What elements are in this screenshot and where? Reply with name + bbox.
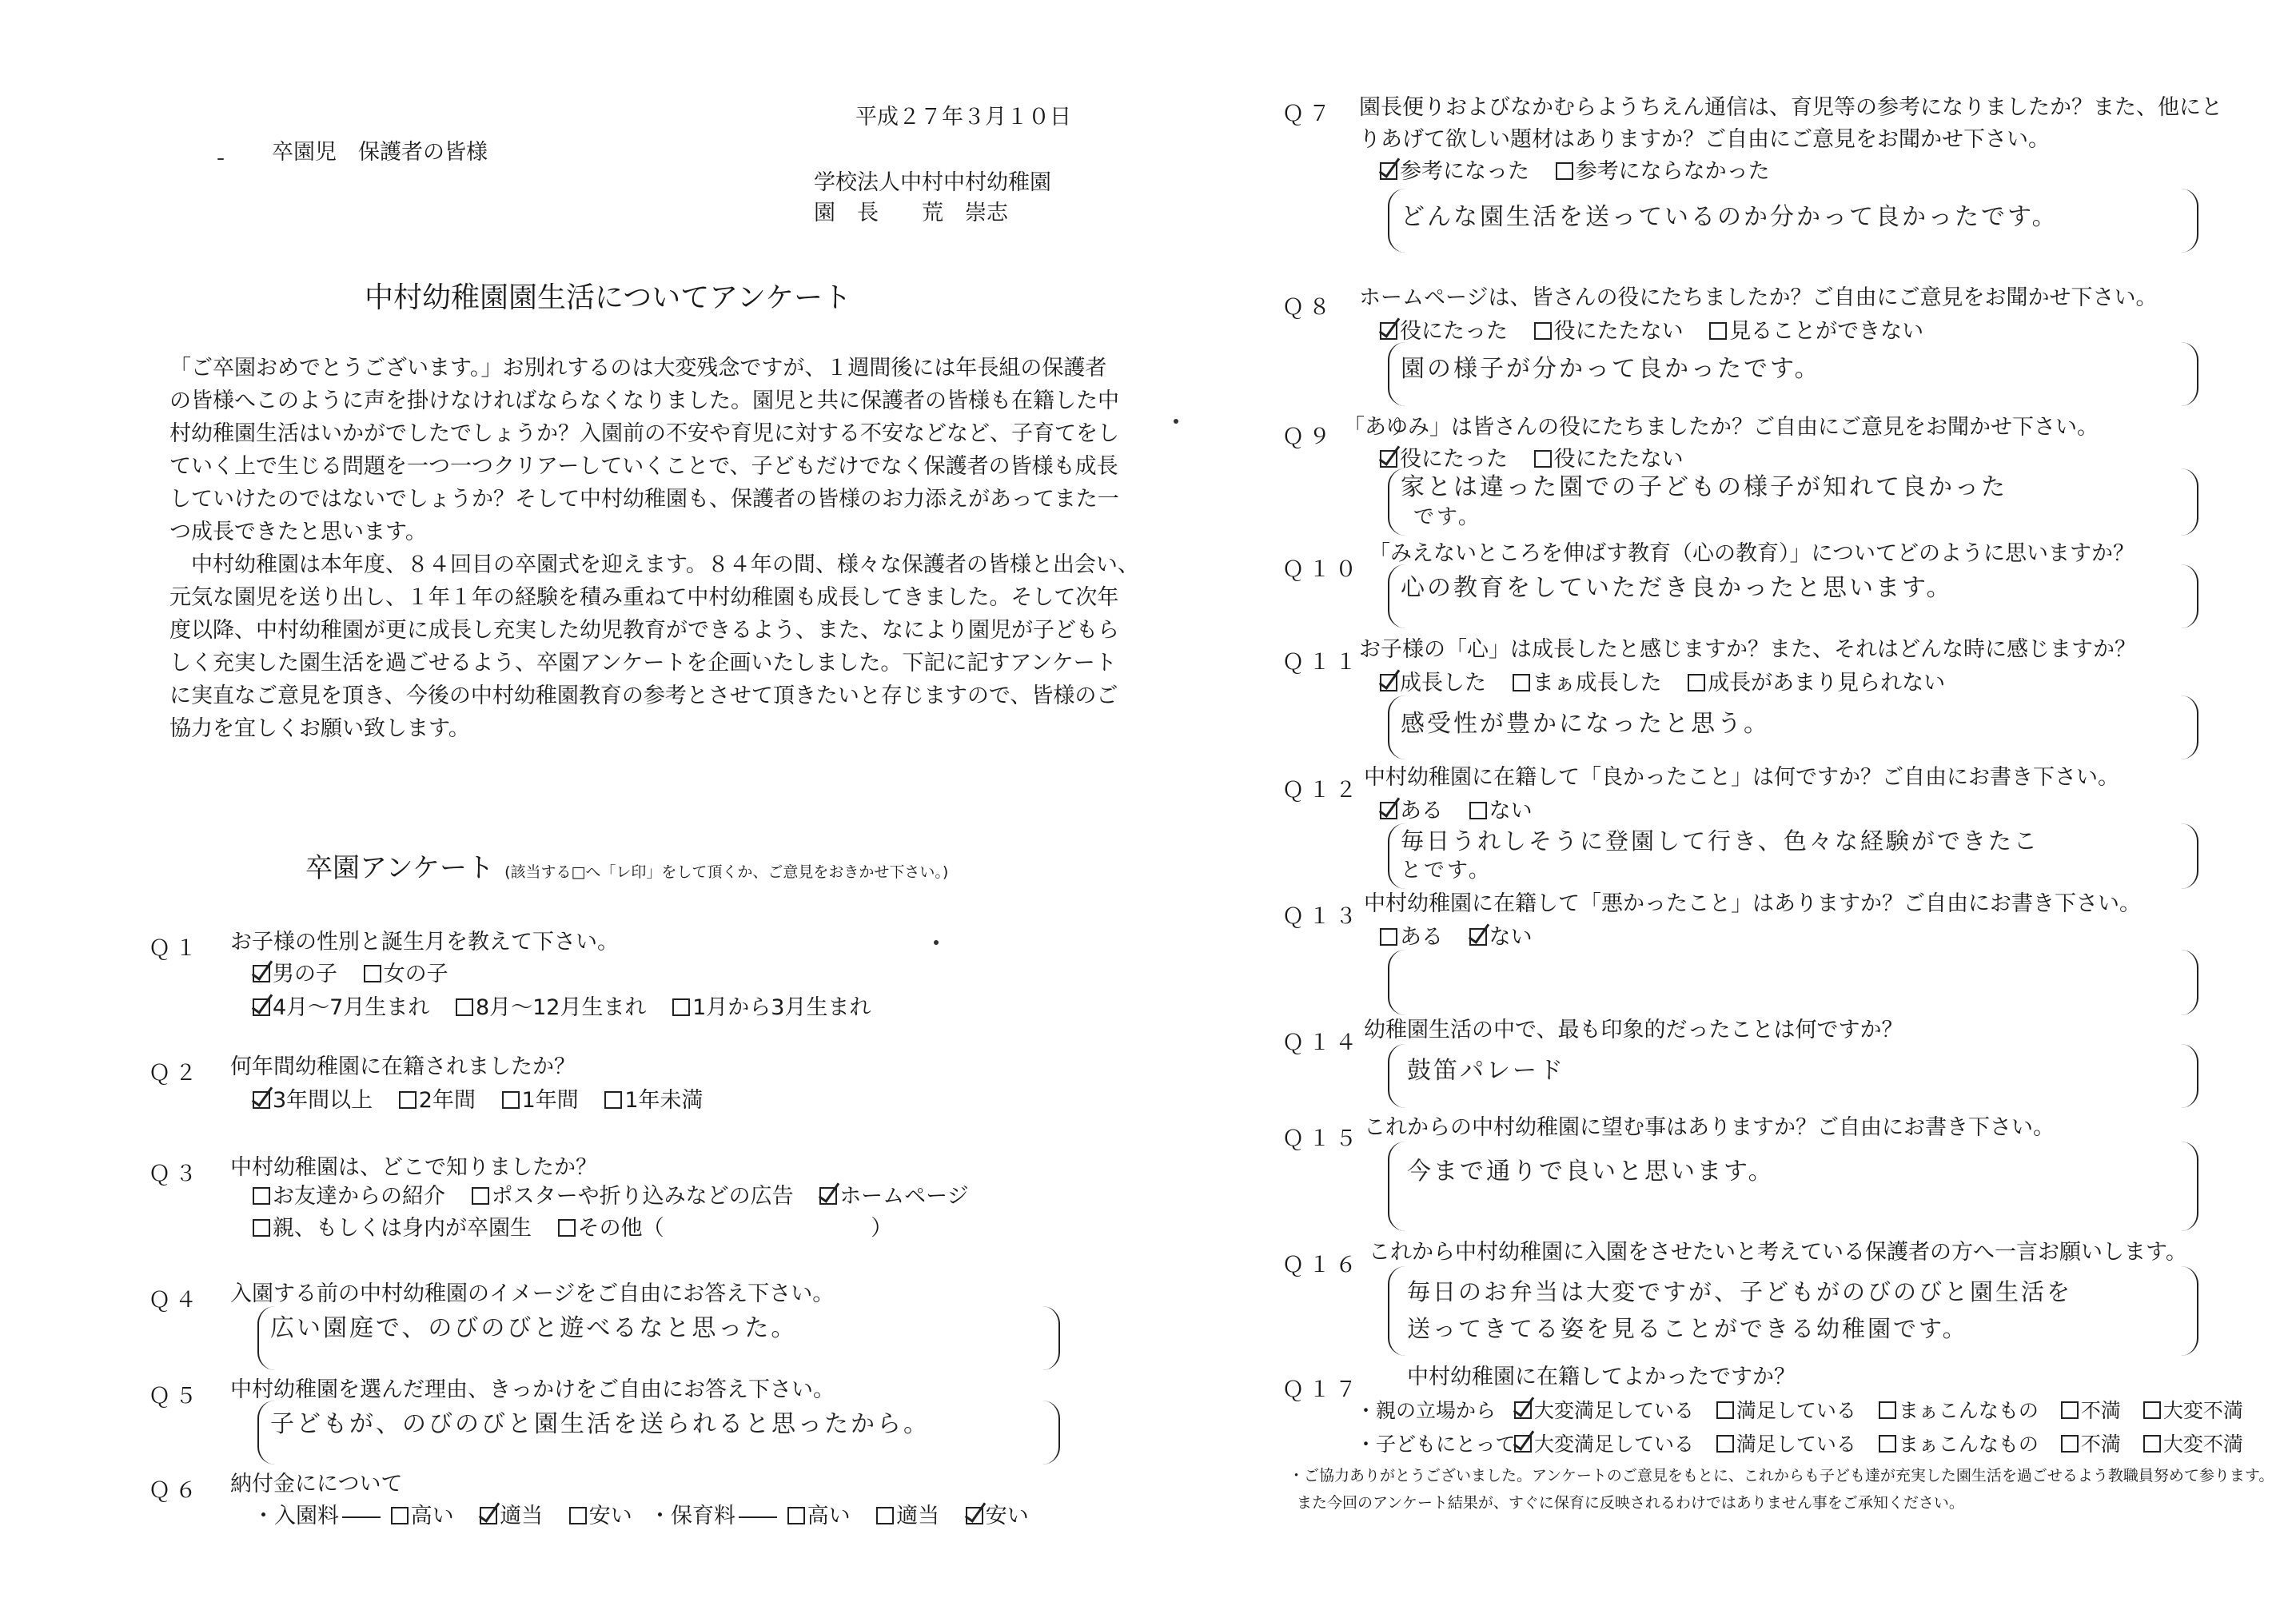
q4-number: Ｑ４ <box>149 1288 201 1313</box>
checkbox[interactable] <box>1380 450 1397 468</box>
q5-number: Ｑ５ <box>149 1384 201 1409</box>
q6-fee-entrance <box>253 1503 652 1530</box>
intro-line: 「ご卒園おめでとうございます。」お別れするのは大変残念ですが、１週間後には年長組の保護者 <box>169 356 1107 381</box>
checkbox[interactable] <box>1380 674 1397 691</box>
q11-answer: 感受性が豊かになったと思う。 <box>1401 710 1770 738</box>
option-label: 役にたった <box>1400 319 1508 344</box>
option-label: 安い <box>985 1504 1029 1528</box>
option-label: 女の子 <box>383 962 448 986</box>
intro-line: 中村幼稚園は本年度、８４回目の卒園式を迎えます。８４年の間、様々な保護者の皆様と出会い、 <box>169 552 1139 577</box>
checkbox[interactable] <box>1513 674 1530 691</box>
q3-row2 <box>253 1215 892 1242</box>
checkbox[interactable] <box>1879 1435 1896 1453</box>
q11-options <box>1380 670 1964 697</box>
survey-title: 卒園アンケート <box>305 852 494 884</box>
intro-text <box>169 352 1139 745</box>
q3-text: 中村幼稚園は、どこで知りましたか？ <box>230 1155 597 1180</box>
option-label: 安い <box>588 1504 632 1528</box>
q1-row1 <box>253 961 468 988</box>
checkbox[interactable] <box>558 1219 576 1237</box>
q15-answer: 今まで通りで良いと思います。 <box>1407 1158 1775 1186</box>
checkbox[interactable] <box>1534 450 1552 468</box>
option-label: 1年間 <box>521 1088 579 1113</box>
option-label: まぁ成長した <box>1532 671 1662 695</box>
checkbox[interactable] <box>502 1091 520 1109</box>
q7-number: Ｑ７ <box>1282 102 1335 126</box>
intro-line: に実直なご意見を頂き、今後の中村幼稚園教育の参考とさせて頂きたいと存じますので、皆様のご <box>169 683 1118 708</box>
checkbox[interactable] <box>966 1507 983 1524</box>
fee-label: ・入園料 <box>253 1504 339 1528</box>
option-label: 男の子 <box>273 962 337 986</box>
survey-heading <box>305 846 948 885</box>
q7-text1: 園長便りおよびなかむらようちえん通信は、育児等の参考になりましたか？また、他にと <box>1359 95 2222 120</box>
q7-text2: りあげて欲しい題材はありますか？ご自由にご意見をお聞かせ下さい。 <box>1359 127 2050 152</box>
date: 平成２７年３月１０日 <box>855 105 1071 130</box>
checkbox[interactable] <box>787 1507 805 1524</box>
option-label: 4月～7月生まれ <box>273 995 430 1020</box>
checkbox[interactable] <box>1716 1435 1734 1453</box>
intro-line: 度以降、中村幼稚園が更に成長し充実した幼児教育ができるよう、また、なにより園児が子どもら <box>169 618 1119 643</box>
q13-number: Ｑ１３ <box>1282 904 1361 929</box>
option-label: 役にたたない <box>1553 319 1684 344</box>
scan-mark <box>934 940 939 945</box>
q12-options <box>1380 798 1552 825</box>
q8-text: ホームページは、皆さんの役にたちましたか？ご自由にご意見をお聞かせ下さい。 <box>1359 285 2158 310</box>
q13-options <box>1380 924 1552 951</box>
checkbox[interactable] <box>1469 928 1487 946</box>
checkbox[interactable] <box>472 1187 489 1205</box>
option-label: ない <box>1489 925 1533 950</box>
option-label: 親、もしくは身内が卒園生 <box>273 1216 532 1241</box>
q10-number: Ｑ１０ <box>1282 557 1361 582</box>
addressee: 卒園児 保護者の皆様 <box>272 140 488 165</box>
option-label: 役にたった <box>1400 447 1508 472</box>
option-label: 大変満足している <box>1533 1433 1694 1456</box>
q2-options <box>253 1087 723 1114</box>
checkbox[interactable] <box>1380 322 1397 340</box>
q3-close-paren: ） <box>871 1216 893 1241</box>
option-label: 成長があまり見られない <box>1708 671 1946 695</box>
q14-number: Ｑ１４ <box>1282 1030 1361 1055</box>
checkbox[interactable] <box>1688 674 1705 691</box>
checkbox[interactable] <box>456 998 473 1016</box>
q13-text: 中村幼稚園に在籍して「悪かったこと」はありますか？ご自由にお書き下さい。 <box>1364 891 2141 916</box>
option-label: 不満 <box>2080 1399 2121 1422</box>
option-label: 1年未満 <box>624 1088 704 1113</box>
q16-text: これから中村幼稚園に入園をさせたいと考えている保護者の方へ一言お願いします。 <box>1369 1240 2187 1265</box>
option-label: 適当 <box>896 1504 940 1528</box>
q9-answer-line2: です。 <box>1413 505 1481 529</box>
scan-mark <box>217 158 224 160</box>
option-label: 満足している <box>1736 1399 1856 1422</box>
checkbox[interactable] <box>1709 322 1727 340</box>
school-name: 学校法人中村中村幼稚園 <box>814 170 1051 195</box>
checkbox[interactable] <box>569 1507 587 1524</box>
checkbox[interactable] <box>1879 1401 1896 1419</box>
checkbox[interactable] <box>1514 1401 1532 1419</box>
q17-text: 中村幼稚園に在籍してよかったですか？ <box>1407 1365 1796 1389</box>
checkbox[interactable] <box>253 1187 270 1205</box>
q17-child-row <box>1356 1431 2243 1458</box>
footer-line2: また今回のアンケート結果が、すぐに保育に反映されるわけではありません事をご承知ください。 <box>1297 1494 1964 1512</box>
option-label: 3年間以上 <box>273 1088 373 1113</box>
q1-number: Ｑ１ <box>149 936 201 961</box>
q2-number: Ｑ２ <box>149 1061 201 1086</box>
option-label: 2年間 <box>418 1088 476 1113</box>
intro-line: 元気な園児を送り出し、１年１年の経験を積み重ねて中村幼稚園も成長してきました。そして次年 <box>169 585 1119 610</box>
intro-line: ていく上で生じる問題を一つ一つクリアーしていくことで、子どもだけでなく保護者の皆様も成長 <box>169 454 1118 479</box>
q12-text: 中村幼稚園に在籍して「良かったこと」は何ですか？ご自由にお書き下さい。 <box>1364 765 2119 790</box>
q17-parent-row <box>1356 1397 2243 1425</box>
checkbox[interactable] <box>2143 1401 2161 1419</box>
checkbox[interactable] <box>364 965 381 982</box>
q4-answer: 広い園庭で、のびのびと遊べるなと思った。 <box>270 1314 798 1342</box>
option-label: まぁこんなもの <box>1898 1433 2039 1456</box>
checkbox[interactable] <box>253 1091 270 1109</box>
option-label: その他（ <box>577 1216 664 1241</box>
fee-label: ・保育料 <box>649 1504 735 1528</box>
checkbox[interactable] <box>253 965 270 982</box>
q5-answer: 子どもが、のびのびと園生活を送られると思ったから。 <box>270 1410 930 1438</box>
q15-number: Ｑ１５ <box>1282 1126 1361 1151</box>
option-label: 大変不満 <box>2162 1433 2243 1456</box>
q12-answer-line1: 毎日うれしそうに登園して行き、色々な経験ができたこ <box>1401 827 2039 855</box>
checkbox[interactable] <box>1380 928 1397 946</box>
option-label: 高い <box>807 1504 851 1528</box>
option-label: 参考になった <box>1400 159 1529 184</box>
checkbox[interactable] <box>2061 1435 2079 1453</box>
q14-answer: 鼓笛パレード <box>1407 1057 1565 1085</box>
option-label: 満足している <box>1736 1433 1856 1456</box>
checkbox[interactable] <box>876 1507 894 1524</box>
checkbox[interactable] <box>2061 1401 2079 1419</box>
q11-text: お子様の「心」は成長したと感じますか？また、それはどんな時に感じますか？ <box>1359 637 2136 662</box>
q3-row1 <box>253 1183 988 1210</box>
q10-text: 「みえないところを伸ばす教育（心の教育）」についてどのように思いますか？ <box>1369 541 2135 566</box>
checkbox[interactable] <box>1380 162 1397 180</box>
q6-text: 納付金にについて <box>230 1472 403 1496</box>
option-label: 参考にならなかった <box>1575 159 1770 184</box>
q6-fee-childcare <box>649 1503 1048 1530</box>
q9-number: Ｑ９ <box>1282 424 1335 449</box>
q16-answer-line1: 毎日のお弁当は大変ですが、子どもがのびのびと園生活を <box>1407 1278 2073 1305</box>
checkbox[interactable] <box>1534 322 1552 340</box>
checkbox[interactable] <box>819 1187 837 1205</box>
survey-note: (該当する□へ「レ印」をして頂くか、ご意見をおきかせ下さい。) <box>504 863 949 881</box>
option-label: 大変不満 <box>2162 1399 2243 1422</box>
q12-answer-line2: とです。 <box>1401 859 1492 883</box>
checkbox[interactable] <box>1469 802 1487 819</box>
option-label: 適当 <box>500 1504 544 1528</box>
checkbox[interactable] <box>1556 162 1573 180</box>
intro-line: 村幼稚園生活はいかがでしたでしょうか？入園前の不安や育児に対する不安などなど、子育てをし <box>169 421 1119 446</box>
checkbox[interactable] <box>1716 1401 1734 1419</box>
option-label: ホームページ <box>839 1184 969 1209</box>
checkbox[interactable] <box>253 1219 270 1237</box>
option-label: まぁこんなもの <box>1898 1399 2039 1422</box>
q7-answer: どんな園生活を送っているのか分かって良かったです。 <box>1401 203 2059 231</box>
q16-answer-line2: 送ってきてる姿を見ることができる幼稚園です。 <box>1407 1315 1968 1342</box>
q9-text: 「あゆみ」は皆さんの役にたちましたか？ご自由にご意見をお聞かせ下さい。 <box>1343 415 2099 440</box>
checkbox[interactable] <box>1514 1435 1532 1453</box>
q12-number: Ｑ１２ <box>1282 778 1361 803</box>
q7-options <box>1380 158 1789 185</box>
q14-text: 幼稚園生活の中で、最も印象的だったことは何ですか？ <box>1364 1018 1903 1042</box>
q17-number: Ｑ１７ <box>1282 1377 1361 1402</box>
option-label: 1月から3月生まれ <box>692 995 871 1020</box>
q10-answer: 心の教育をしていただき良かったと思います。 <box>1401 574 1953 602</box>
checkbox[interactable] <box>480 1507 497 1524</box>
option-label: ある <box>1400 799 1443 823</box>
q3-number: Ｑ３ <box>149 1162 201 1186</box>
option-label: 大変満足している <box>1533 1399 1694 1422</box>
q6-number: Ｑ６ <box>149 1478 201 1503</box>
checkbox[interactable] <box>1380 802 1397 819</box>
checkbox[interactable] <box>672 998 690 1016</box>
intro-line: していけたのではないでしょうか？そして中村幼稚園も、保護者の皆様のお力添えがあってまた一 <box>169 487 1119 512</box>
q13-answer-box[interactable] <box>1388 950 2198 1015</box>
q2-text: 何年間幼稚園に在籍されましたか？ <box>230 1054 576 1079</box>
intro-line: しく充実した園生活を過ごせるよう、卒園アンケートを企画いたしました。下記に記すアンケート <box>169 651 1117 675</box>
q8-options <box>1380 318 1943 345</box>
footer-line1: ・ご協力ありがとうございました。アンケートのご意見をもとに、これからも子ども達が充実した園生活を過ごせるよう教職員努めて参ります。 <box>1289 1467 2274 1484</box>
option-label: 高い <box>410 1504 454 1528</box>
q16-number: Ｑ１６ <box>1282 1253 1361 1277</box>
option-label: 成長した <box>1400 671 1486 695</box>
checkbox[interactable] <box>391 1507 409 1524</box>
q9-answer-line1: 家とは違った園での子どもの様子が知れて良かった <box>1401 473 2007 501</box>
checkbox[interactable] <box>253 998 270 1016</box>
q4-text: 入園する前の中村幼稚園のイメージをご自由にお答え下さい。 <box>230 1281 835 1306</box>
option-label: ある <box>1400 925 1443 950</box>
row-label: ・親の立場から <box>1356 1399 1497 1422</box>
q15-text: これからの中村幼稚園に望む事はありますか？ご自由にお書き下さい。 <box>1364 1115 2055 1140</box>
checkbox[interactable] <box>2143 1435 2161 1453</box>
intro-line: の皆様へこのように声を掛けなければならなくなりました。園児と共に保護者の皆様も在籍した中 <box>169 389 1119 413</box>
option-label: 役にたたない <box>1553 447 1684 472</box>
checkbox[interactable] <box>604 1091 622 1109</box>
page-title: 中村幼稚園園生活についてアンケート <box>365 281 852 314</box>
option-label: ポスターや折り込みなどの広告 <box>491 1184 794 1209</box>
option-label: 不満 <box>2080 1433 2121 1456</box>
option-label: 8月～12月生まれ <box>475 995 647 1020</box>
q8-answer: 園の様子が分かって良かったです。 <box>1401 355 1821 383</box>
q1-row2 <box>253 994 890 1022</box>
intro-line: 協力を宜しくお願い致します。 <box>169 716 470 741</box>
option-label: お友達からの紹介 <box>273 1184 445 1209</box>
checkbox[interactable] <box>399 1091 417 1109</box>
q5-text: 中村幼稚園を選んだ理由、きっかけをご自由にお答え下さい。 <box>230 1377 835 1402</box>
q1-text: お子様の性別と誕生月を教えて下さい。 <box>230 930 619 954</box>
option-label: ない <box>1489 799 1533 823</box>
q11-number: Ｑ１１ <box>1282 650 1361 675</box>
principal-name: 園 長 荒 崇志 <box>814 201 1008 225</box>
intro-line: つ成長できたと思います。 <box>169 520 427 544</box>
scan-mark <box>1174 419 1178 424</box>
row-label: ・子どもにとって <box>1356 1433 1516 1456</box>
option-label: 見ることができない <box>1729 319 1924 344</box>
q8-number: Ｑ８ <box>1282 295 1335 320</box>
